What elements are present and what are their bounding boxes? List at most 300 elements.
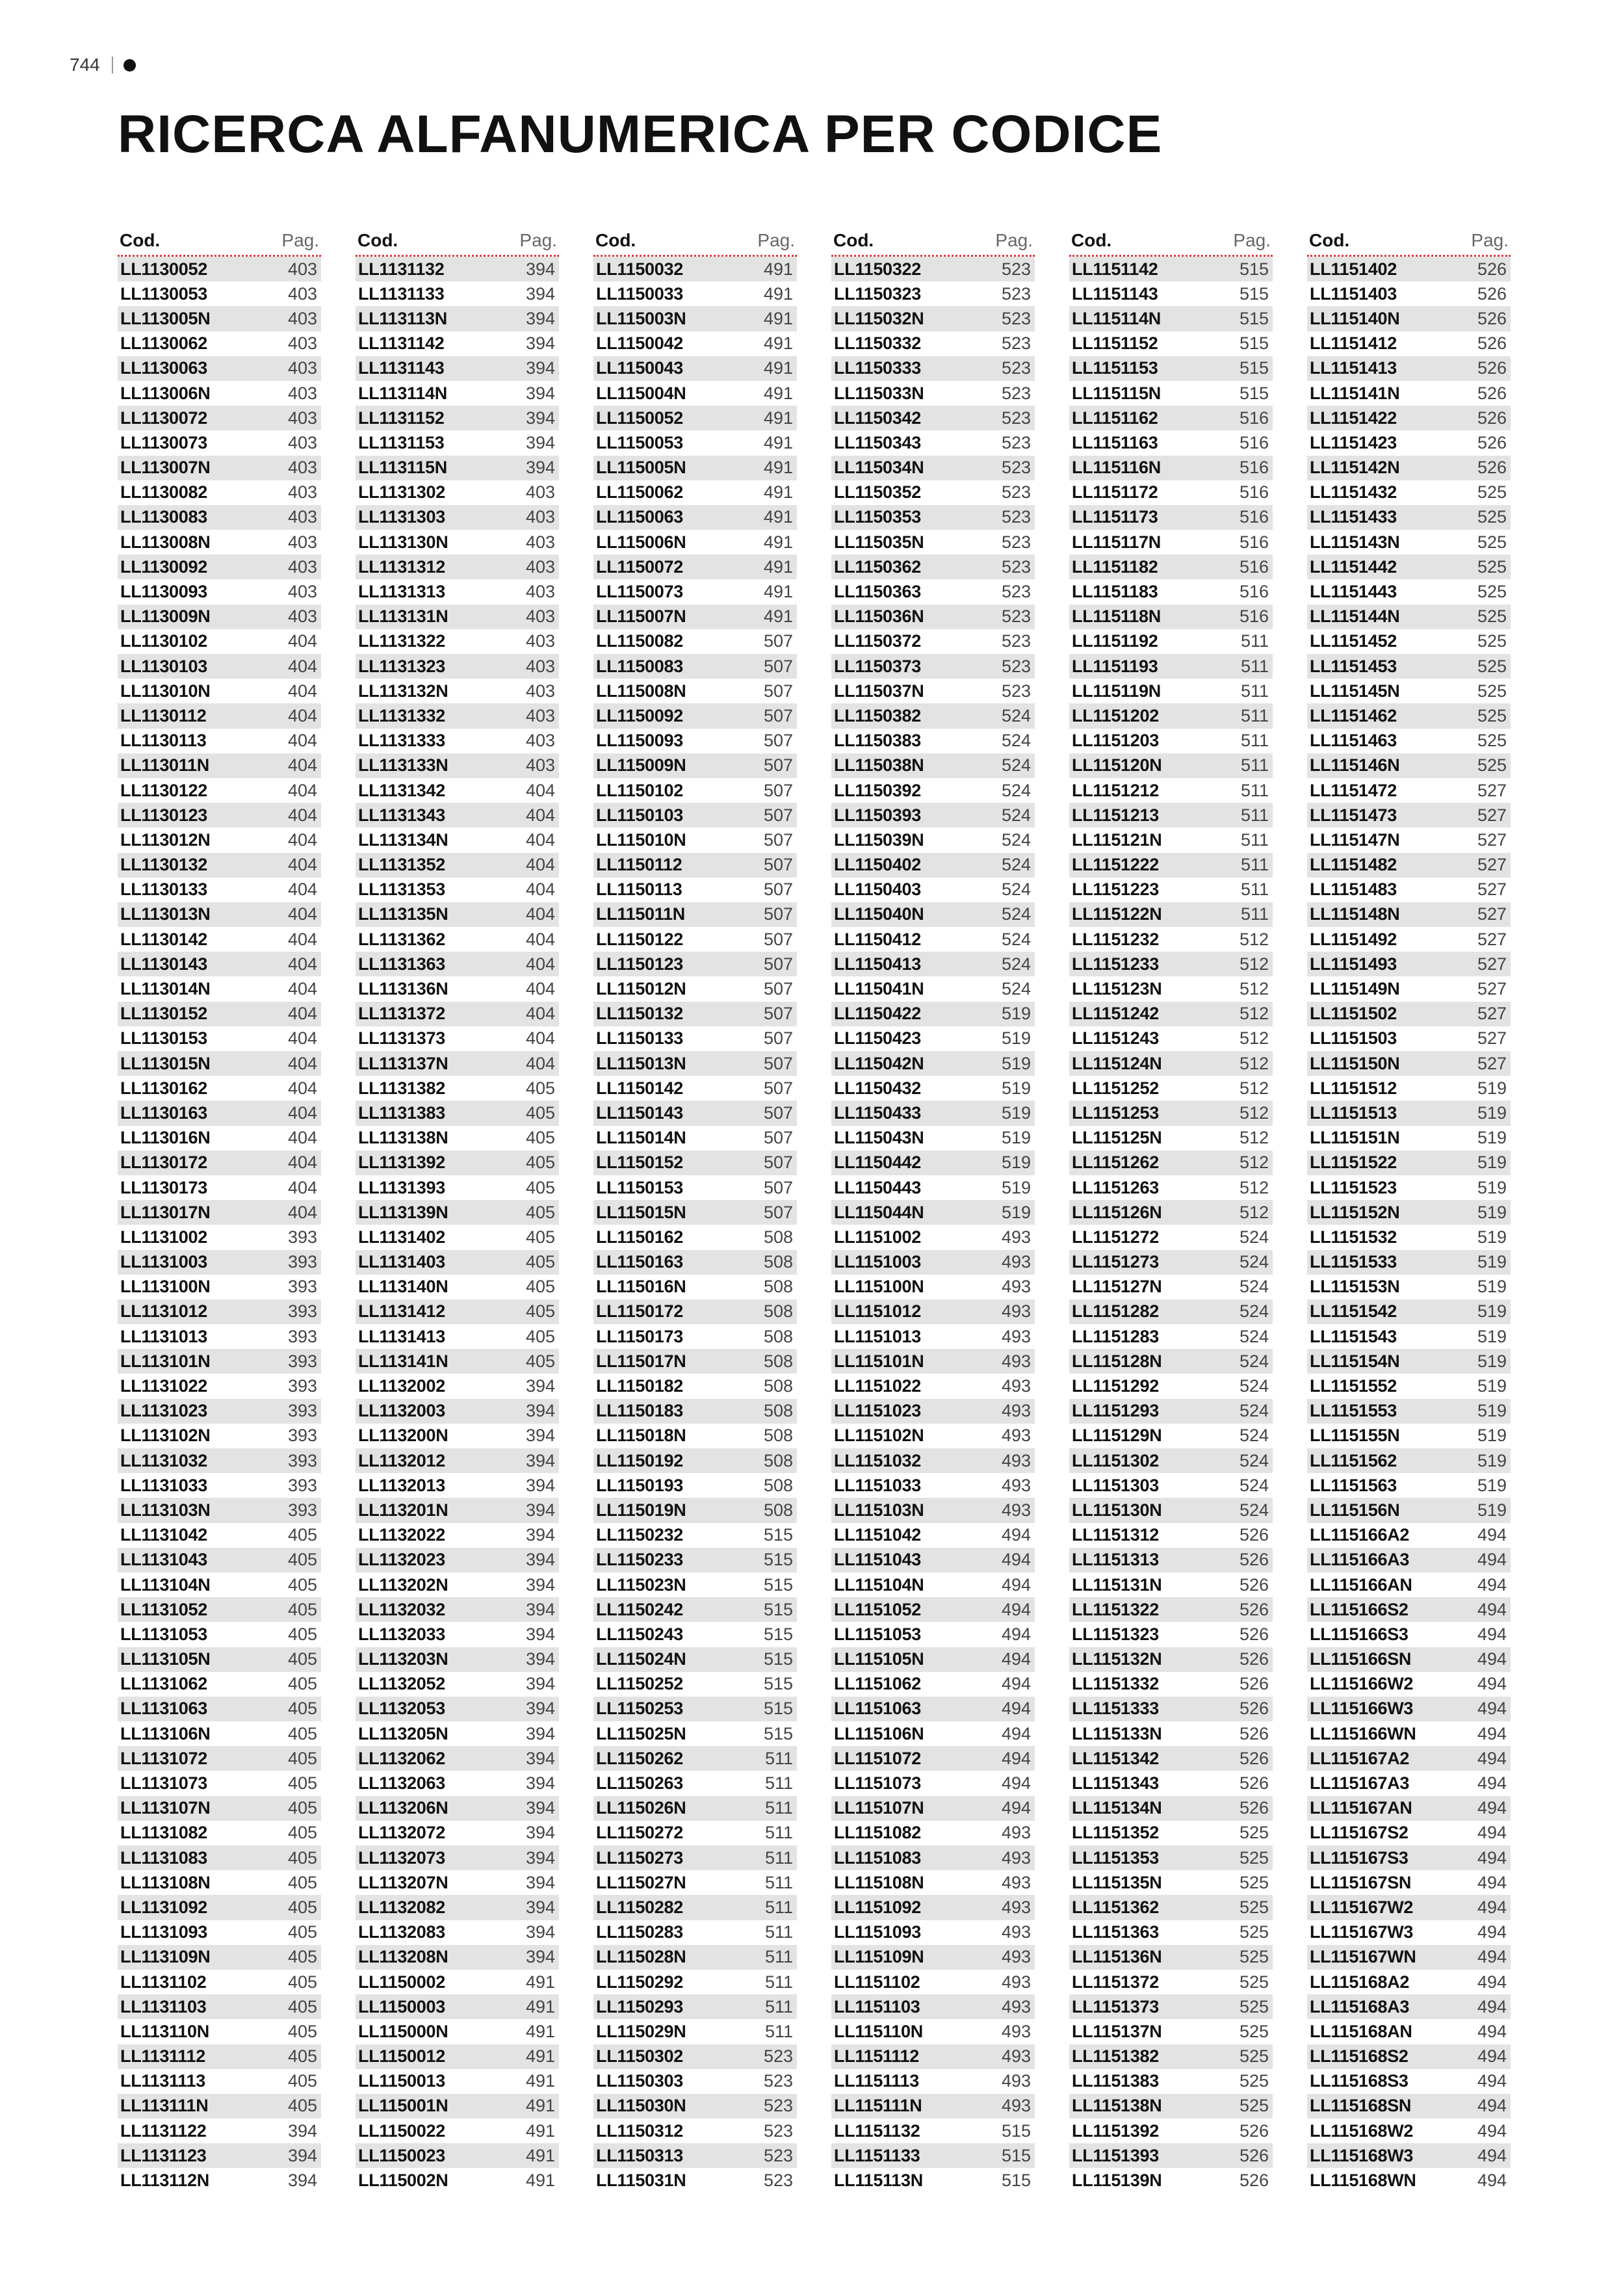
table-row [356, 703, 559, 728]
table-row [831, 356, 1035, 381]
product-code: LL1132072 [358, 1823, 445, 1843]
product-code: LL1131373 [358, 1028, 445, 1049]
page-ref: 493 [1001, 1823, 1031, 1843]
table-row [1069, 1448, 1273, 1473]
table-row [356, 2019, 559, 2044]
product-code: LL1151493 [1310, 954, 1397, 974]
product-code: LL115143N [1310, 532, 1400, 552]
table-row [118, 1548, 321, 1572]
table-row [1069, 654, 1273, 679]
product-code: LL1151413 [1310, 358, 1397, 378]
table-row [1069, 257, 1273, 281]
product-code: LL1151033 [834, 1475, 921, 1495]
page-ref: 494 [1477, 1947, 1507, 1967]
page-ref: 515 [1239, 383, 1269, 403]
product-code: LL1150443 [834, 1177, 921, 1197]
product-code: LL1150113 [596, 880, 682, 900]
product-code: LL1150063 [596, 507, 683, 527]
table-row [831, 1746, 1035, 1771]
table-row [593, 729, 797, 753]
table-row [1307, 1299, 1511, 1324]
page-ref: 394 [525, 259, 555, 279]
table-row [831, 1399, 1035, 1424]
page-ref: 511 [764, 1897, 793, 1917]
product-code: LL1151442 [1310, 556, 1397, 577]
table-row [831, 1473, 1035, 1498]
product-code: LL1132022 [358, 1525, 445, 1545]
page-ref: 523 [1001, 656, 1031, 676]
table-row [356, 1647, 559, 1672]
page-ref: 491 [763, 458, 793, 478]
page-ref: 511 [764, 1847, 793, 1868]
page-ref: 405 [287, 1947, 317, 1967]
table-row [356, 2168, 559, 2193]
product-code: LL113100N [120, 1277, 211, 1297]
product-code: LL1130113 [120, 731, 207, 751]
product-code: LL1151163 [1072, 432, 1158, 452]
page-ref: 403 [287, 582, 317, 602]
page-ref: 405 [525, 1153, 555, 1173]
page-ref: 526 [1477, 333, 1507, 354]
table-row [1069, 1200, 1273, 1225]
product-code: LL115134N [1072, 1798, 1162, 1818]
page-ref: 403 [287, 432, 317, 452]
product-code: LL115166W2 [1310, 1674, 1414, 1694]
product-code: LL1150383 [834, 731, 921, 751]
product-code: LL1151462 [1310, 705, 1397, 725]
product-code: LL1151562 [1310, 1450, 1397, 1470]
product-code: LL1131382 [358, 1078, 445, 1098]
table-row [118, 1647, 321, 1672]
product-code: LL115038N [834, 755, 924, 776]
product-code: LL1131123 [120, 2145, 207, 2165]
page-ref: 404 [287, 1004, 317, 1024]
product-code: LL115008N [596, 681, 686, 701]
product-code: LL113008N [120, 532, 211, 552]
page-ref: 405 [287, 1574, 317, 1595]
page-ref: 404 [287, 1053, 317, 1073]
product-code: LL1130173 [120, 1177, 207, 1197]
page-ref: 394 [525, 1872, 555, 1892]
page-ref: 515 [1239, 283, 1269, 304]
page-ref: 525 [1477, 507, 1507, 527]
page-ref: 525 [1239, 1996, 1269, 2016]
table-row [1307, 1870, 1511, 1895]
page-ref: 394 [525, 383, 555, 403]
table-row [593, 1523, 797, 1548]
table-row [118, 406, 321, 430]
page-ref: 515 [763, 1723, 793, 1743]
product-code: LL1151193 [1072, 656, 1158, 676]
product-code: LL1151113 [834, 2071, 919, 2091]
page-ref: 494 [1477, 2096, 1507, 2116]
page-ref: 524 [1001, 705, 1031, 725]
page-ref: 394 [287, 2120, 317, 2141]
page-ref: 523 [1001, 607, 1031, 627]
table-row [593, 1895, 797, 1920]
column-header [831, 228, 1035, 257]
product-code: LL115015N [596, 1202, 686, 1222]
table-row [593, 257, 797, 281]
page-ref: 511 [1240, 904, 1269, 924]
table-row [118, 1448, 321, 1473]
page-ref: 525 [1477, 681, 1507, 701]
product-code: LL1130122 [120, 780, 207, 800]
page-ref: 511 [1240, 656, 1269, 676]
product-code: LL1150163 [596, 1252, 683, 1272]
page-ref: 507 [763, 855, 793, 875]
table-row [831, 332, 1035, 356]
product-code: LL1150092 [596, 705, 683, 725]
table-row [831, 2019, 1035, 2044]
table-row [356, 1572, 559, 1597]
table-row [831, 1672, 1035, 1697]
product-code: LL113200N [358, 1426, 448, 1446]
table-row [831, 1051, 1035, 1076]
product-code: LL1150423 [834, 1028, 921, 1049]
page-ref: 403 [287, 333, 317, 354]
product-code: LL1150303 [596, 2071, 683, 2091]
column-rows [1069, 257, 1273, 2193]
product-code: LL1151112 [834, 2046, 919, 2067]
product-code: LL1150052 [596, 408, 683, 428]
product-code: LL115003N [596, 308, 686, 328]
table-row [1069, 1151, 1273, 1175]
table-row [593, 1275, 797, 1299]
table-row [593, 1821, 797, 1846]
page-ref: 491 [763, 532, 793, 552]
product-code: LL1150142 [596, 1078, 683, 1098]
table-row [118, 530, 321, 554]
table-row [1307, 1051, 1511, 1076]
product-code: LL1151312 [1072, 1525, 1159, 1545]
table-row [593, 1175, 797, 1200]
product-code: LL115150N [1310, 1053, 1400, 1073]
product-code: LL1130083 [120, 507, 207, 527]
page-ref: 512 [1239, 979, 1269, 999]
table-row [1307, 1349, 1511, 1374]
table-row [1069, 778, 1273, 803]
product-code: LL113109N [120, 1947, 211, 1967]
page-ref: 405 [287, 1723, 317, 1743]
page-ref: 526 [1239, 1723, 1269, 1743]
table-row [831, 1299, 1035, 1324]
page-ref: 491 [763, 259, 793, 279]
product-code: LL1151073 [834, 1773, 921, 1794]
product-code: LL115025N [596, 1723, 686, 1743]
table-row [831, 1697, 1035, 1721]
page-ref: 511 [1240, 681, 1269, 701]
page-ref: 494 [1477, 1823, 1507, 1843]
table-row [356, 1101, 559, 1125]
page-ref: 511 [1240, 631, 1269, 651]
table-row [831, 2069, 1035, 2094]
product-code: LL1131052 [120, 1599, 207, 1619]
page-ref: 507 [763, 1202, 793, 1222]
table-row [831, 1275, 1035, 1299]
product-code: LL113011N [120, 755, 209, 776]
page-ref: 507 [763, 731, 793, 751]
product-code: LL1131013 [120, 1326, 207, 1346]
product-code: LL1150183 [596, 1401, 683, 1421]
index-column [831, 228, 1035, 2193]
table-row [593, 803, 797, 828]
page-ref: 507 [763, 1128, 793, 1148]
table-row [1307, 1572, 1511, 1597]
table-row [118, 1374, 321, 1398]
table-row [1307, 530, 1511, 554]
page-ref: 511 [1240, 880, 1269, 900]
table-row [118, 679, 321, 703]
page-ref: 404 [287, 731, 317, 751]
table-row [593, 853, 797, 878]
page-ref: 511 [1240, 805, 1269, 825]
table-row [831, 1548, 1035, 1572]
table-row [1307, 1175, 1511, 1200]
product-code: LL1150182 [596, 1376, 683, 1396]
product-code: LL1132032 [358, 1599, 445, 1619]
table-row [1069, 2143, 1273, 2168]
table-row [1069, 1076, 1273, 1101]
table-row [118, 257, 321, 281]
page-ref: 507 [763, 929, 793, 949]
table-row [118, 1870, 321, 1895]
table-row [356, 1895, 559, 1920]
table-row [118, 1622, 321, 1647]
page-ref: 393 [287, 1227, 317, 1247]
table-row [593, 1721, 797, 1746]
table-row [118, 778, 321, 803]
table-row [118, 753, 321, 778]
page-ref: 508 [763, 1252, 793, 1272]
product-code: LL1151023 [834, 1401, 921, 1421]
product-code: LL115167W2 [1310, 1897, 1414, 1917]
table-row [1069, 356, 1273, 381]
table-row [356, 1597, 559, 1622]
table-row [1069, 1275, 1273, 1299]
product-code: LL1151273 [1072, 1252, 1159, 1272]
table-row [1307, 778, 1511, 803]
table-row [593, 976, 797, 1001]
product-code: LL1150292 [596, 1972, 683, 1992]
product-code: LL115107N [834, 1798, 924, 1818]
table-row [593, 927, 797, 952]
page-ref: 512 [1239, 1177, 1269, 1197]
product-code: LL115108N [834, 1872, 924, 1892]
product-code: LL115139N [1072, 2171, 1162, 2191]
page-ref: 511 [764, 1773, 793, 1794]
table-row [356, 1920, 559, 1945]
table-row [1307, 456, 1511, 480]
table-row [1069, 1647, 1273, 1672]
page-ref: 507 [763, 1028, 793, 1049]
table-row [1069, 2094, 1273, 2119]
page-ref: 493 [1001, 1252, 1031, 1272]
product-code: LL1132063 [358, 1773, 445, 1794]
product-code: LL115167W3 [1310, 1922, 1414, 1942]
product-code: LL115018N [596, 1426, 686, 1446]
table-row [118, 306, 321, 331]
product-code: LL1151372 [1072, 1972, 1159, 1992]
product-code: LL1151553 [1310, 1401, 1397, 1421]
code-header: Cod. [1309, 230, 1350, 250]
page-ref: 493 [1001, 1872, 1031, 1892]
page-ref: 494 [1001, 1649, 1031, 1669]
table-row [118, 554, 321, 579]
page-ref: 493 [1001, 2046, 1031, 2067]
page-ref: 405 [525, 1177, 555, 1197]
table-row [1069, 1374, 1273, 1398]
page-ref: 507 [763, 1153, 793, 1173]
page-ref: 493 [1001, 1972, 1031, 1992]
page-ref: 527 [1477, 979, 1507, 999]
page-ref: 394 [525, 358, 555, 378]
product-code: LL1151162 [1072, 408, 1158, 428]
table-row [1069, 1498, 1273, 1522]
product-code: LL1131092 [120, 1897, 207, 1917]
page-ref: 525 [1239, 1823, 1269, 1843]
product-code: LL115151N [1310, 1128, 1400, 1148]
table-row [831, 1151, 1035, 1175]
table-row [593, 1151, 797, 1175]
page-ref: 403 [287, 383, 317, 403]
table-row [593, 2044, 797, 2069]
page-ref: 393 [287, 1426, 317, 1446]
product-code: LL1151343 [1072, 1773, 1159, 1794]
table-row [356, 729, 559, 753]
page-ref: 519 [1477, 1277, 1507, 1297]
table-row [831, 530, 1035, 554]
page-ref: 519 [1001, 1128, 1031, 1148]
table-row [1307, 554, 1511, 579]
page-ref: 404 [287, 855, 317, 875]
page-ref: 507 [763, 1102, 793, 1123]
table-row [1307, 1647, 1511, 1672]
product-code: LL113208N [358, 1947, 448, 1967]
page-ref: 403 [287, 556, 317, 577]
page-ref: 493 [1001, 1847, 1031, 1868]
page-ref: 405 [525, 1202, 555, 1222]
product-code: LL115010N [596, 829, 686, 850]
table-row [831, 1597, 1035, 1622]
table-row [1069, 1424, 1273, 1448]
table-row [118, 1275, 321, 1299]
table-row [356, 1945, 559, 1970]
product-code: LL1131022 [120, 1376, 207, 1396]
page-ref: 519 [1477, 1376, 1507, 1396]
table-row [1307, 1126, 1511, 1151]
page-ref: 404 [287, 705, 317, 725]
table-row [356, 2119, 559, 2143]
page-ref: 516 [1239, 556, 1269, 577]
page-ref: 493 [1001, 1426, 1031, 1446]
table-row [1069, 1721, 1273, 1746]
page-ref: 519 [1477, 1351, 1507, 1371]
table-row [1069, 1746, 1273, 1771]
product-code: LL115126N [1072, 1202, 1162, 1222]
product-code: LL113130N [358, 532, 448, 552]
page-ref: 404 [287, 904, 317, 924]
table-row [831, 554, 1035, 579]
product-code: LL1132073 [358, 1847, 445, 1868]
table-row [118, 2119, 321, 2143]
page-ref: 394 [525, 308, 555, 328]
product-code: LL115026N [596, 1798, 686, 1818]
table-row [1069, 306, 1273, 331]
page-ref: 523 [1001, 259, 1031, 279]
product-code: LL1132003 [358, 1401, 445, 1421]
product-code: LL1131023 [120, 1401, 207, 1421]
table-row [356, 853, 559, 878]
table-row [1307, 1895, 1511, 1920]
page-ref: 404 [287, 780, 317, 800]
page-ref: 525 [1477, 705, 1507, 725]
page-ref: 512 [1239, 954, 1269, 974]
product-code: LL115146N [1310, 755, 1400, 776]
product-code: LL115042N [834, 1053, 924, 1073]
page-ref: 515 [763, 1624, 793, 1644]
product-code: LL1151302 [1072, 1450, 1159, 1470]
product-code: LL113112N [120, 2171, 209, 2191]
table-row [118, 1051, 321, 1076]
product-code: LL1151463 [1310, 731, 1397, 751]
table-row [118, 1424, 321, 1448]
table-row [593, 505, 797, 530]
product-code: LL1151313 [1072, 1550, 1159, 1570]
table-row [118, 1299, 321, 1324]
page-ref: 515 [1001, 2171, 1031, 2191]
table-row [356, 406, 559, 430]
table-row [831, 1895, 1035, 1920]
product-code: LL1150362 [834, 556, 921, 577]
table-row [1307, 2094, 1511, 2119]
table-row [1307, 853, 1511, 878]
page-ref: 393 [287, 1326, 317, 1346]
product-code: LL1150282 [596, 1897, 683, 1917]
product-code: LL1151453 [1310, 656, 1397, 676]
page-ref: 494 [1477, 2021, 1507, 2041]
product-code: LL1130142 [120, 929, 207, 949]
product-code: LL1132052 [358, 1674, 445, 1694]
table-row [1307, 1523, 1511, 1548]
page-ref: 494 [1477, 1525, 1507, 1545]
page-ref: 394 [525, 1922, 555, 1942]
page-ref: 405 [287, 2071, 317, 2091]
page-ref: 526 [1477, 408, 1507, 428]
page-ref: 394 [287, 2145, 317, 2165]
page-header-label: Pag. [995, 230, 1033, 250]
page-ref: 523 [763, 2171, 793, 2191]
page-ref: 525 [1477, 656, 1507, 676]
table-row [831, 1225, 1035, 1249]
table-row [1307, 1225, 1511, 1249]
product-code: LL1131102 [120, 1972, 207, 1992]
page-ref: 525 [1477, 631, 1507, 651]
table-row [831, 1870, 1035, 1895]
product-code: LL1150123 [596, 954, 683, 974]
product-code: LL1150382 [834, 705, 921, 725]
table-row [1307, 1275, 1511, 1299]
product-code: LL115007N [596, 607, 686, 627]
page-ref: 405 [287, 1996, 317, 2016]
product-code: LL1150072 [596, 556, 683, 577]
table-row [831, 753, 1035, 778]
table-row [593, 1945, 797, 1970]
table-row [1307, 1796, 1511, 1821]
table-row [831, 1101, 1035, 1125]
table-row [593, 1299, 797, 1324]
page-ref: 493 [1001, 2021, 1031, 2041]
